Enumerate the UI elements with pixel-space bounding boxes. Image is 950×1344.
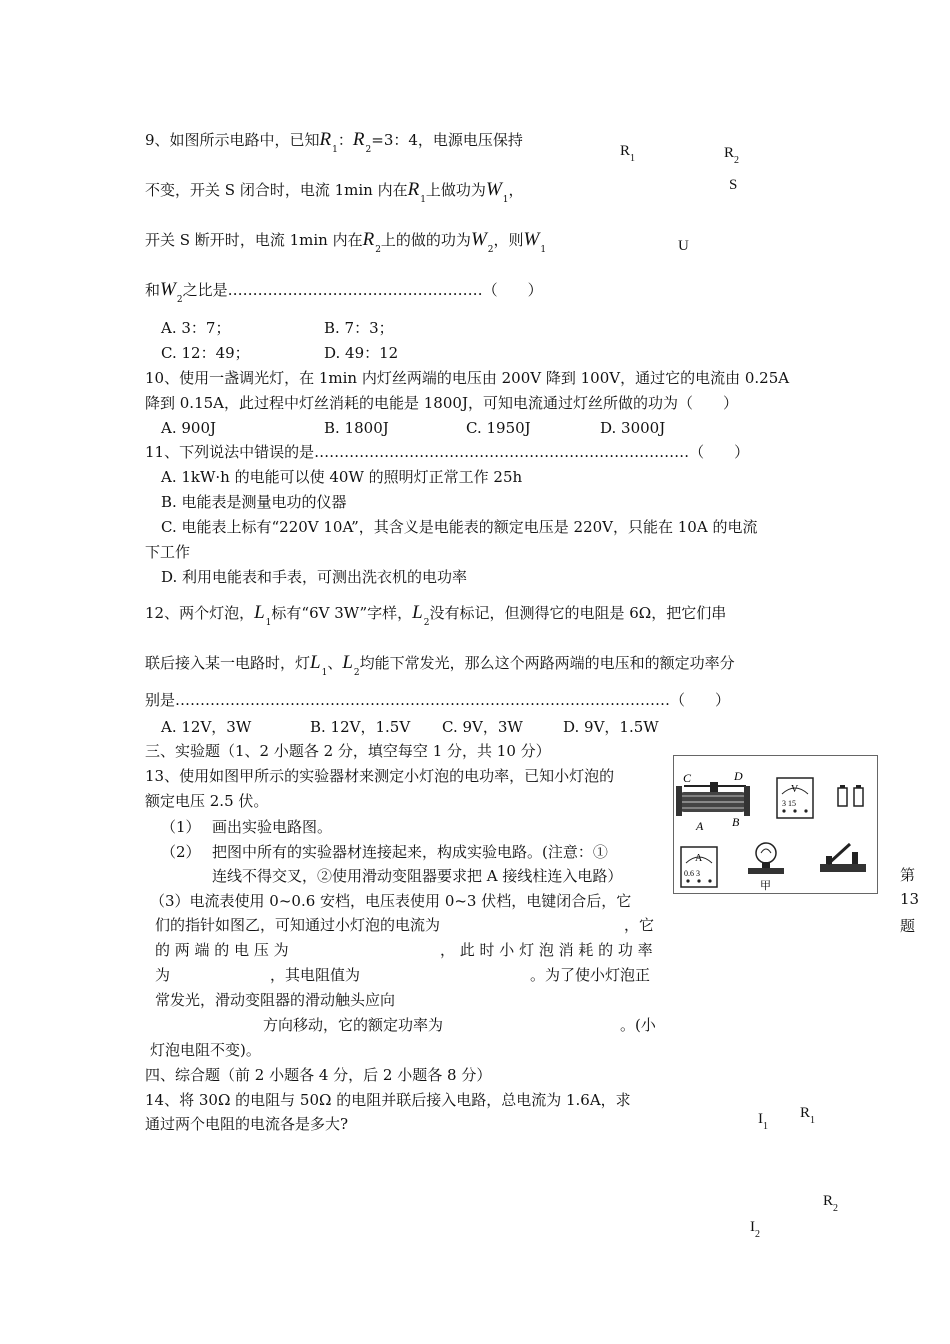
var-w2: W [470, 229, 487, 250]
q11-option-b: B. 电能表是测量电功的仪器 [161, 493, 347, 511]
q12-line3: 别是………………………………………………………………………………………（ ） [145, 691, 731, 709]
q13-part3-line4a: 为 [155, 966, 171, 984]
var-w1: W [485, 179, 502, 200]
switch-icon [820, 844, 866, 872]
sub-2: 2 [365, 145, 372, 155]
q14-figure-label-r1: $R_1$ [800, 1105, 816, 1126]
q13-figure [673, 755, 878, 894]
q9-figure-label-r2: $R_2$ [724, 145, 740, 166]
q10-option-d: D. 3000J [600, 419, 666, 437]
section-3-heading: 三、实验题（1、2 小题各 2 分，填空每空 1 分，共 10 分） [145, 742, 551, 760]
sub-2: 2 [353, 668, 360, 678]
sub-2: 2 [375, 245, 381, 255]
q12-text: 标有“6V 3W”字样， [271, 604, 413, 622]
q13-part3-line7: 灯泡电阻不变)。 [150, 1041, 261, 1059]
q13-part3-line2b: ，它 [624, 916, 655, 934]
q9-text: =3：4，电源电压保持 [371, 131, 523, 149]
q13-part2-line2: 连线不得交叉，②使用滑动变阻器要求把 A 接线柱连入电路） [212, 867, 623, 885]
figure-label-jia: 甲 [760, 879, 771, 892]
q11-option-d: D. 利用电能表和手表，可测出洗衣机的电功率 [161, 568, 468, 586]
q14-line2: 通过两个电阻的电流各是多大? [145, 1115, 349, 1133]
sub-1: 1 [265, 618, 272, 628]
sub-1: 1 [540, 245, 547, 255]
q12-text: 没有标记，但测得它的电阻是 6Ω，把它们串 [429, 604, 727, 622]
var-r1: R [319, 129, 332, 150]
q12-option-a: A. 12V，3W [161, 718, 252, 736]
q13-caption-2: 13 [900, 890, 920, 908]
q10-option-a: A. 900J [161, 419, 217, 437]
q9-text: 开关 S 断开时，电流 1min 内在 [145, 231, 363, 249]
q12-option-d: D. 9V，1.5W [563, 718, 659, 736]
section-4-heading: 四、综合题（前 2 小题各 4 分，后 2 小题各 8 分） [145, 1066, 492, 1084]
q13-part3-line3a: 的 两 端 的 电 压 为 [155, 941, 289, 959]
ammeter-scale: 0.6 3 [684, 869, 700, 878]
var-l2: L [412, 602, 423, 623]
q13-part1-num: （1） [161, 818, 201, 836]
sub-1: 1 [420, 195, 426, 205]
q14-figure-label-r2: $R_2$ [823, 1193, 839, 1214]
q9-figure-label-r1: $R_1$ [620, 143, 636, 164]
sub-2: 2 [176, 295, 183, 305]
var-r2: R [362, 229, 375, 250]
var-w2: W [160, 279, 176, 300]
q13-line2: 额定电压 2.5 伏。 [145, 792, 269, 810]
q9-text: ： [337, 131, 353, 149]
q13-part2-line1: 把图中所有的实验器材连接起来，构成实验电路。(注意：① [212, 843, 608, 861]
q9-line4 [145, 280, 543, 303]
rheostat-icon [676, 782, 750, 816]
ammeter-symbol: A [695, 853, 703, 864]
q9-text: 不变，开关 S 闭合时，电流 1min 内在 [145, 181, 408, 199]
q13-part3-line6b: 。(小 [620, 1016, 656, 1034]
var-l1: L [310, 652, 321, 673]
q14-figure-label-i2: $I_2$ [750, 1219, 760, 1240]
q12-text: 12、两个灯泡， [145, 604, 255, 622]
q12-text: 联后接入某一电路时，灯 [145, 654, 311, 672]
q9-figure-label-s: S [729, 177, 738, 193]
rheostat-label-c: C [683, 771, 692, 785]
q9-option-a: A. 3：7； [161, 319, 231, 337]
q13-line1: 13、使用如图甲所示的实验器材来测定小灯泡的电功率，已知小灯泡的 [145, 767, 615, 785]
q12-line1 [145, 603, 726, 626]
q10-option-b: B. 1800J [324, 419, 389, 437]
q9-text: 上做功为 [425, 181, 486, 199]
rheostat-label-a: A [696, 819, 704, 833]
sub-1: 1 [502, 195, 509, 205]
q9-option-d: D. 49：12 [324, 344, 399, 362]
q14-line1: 14、将 30Ω 的电阻与 50Ω 的电阻并联后接入电路，总电流为 1.6A，求 [145, 1091, 631, 1109]
q13-equipment-drawing [674, 756, 877, 893]
q13-caption-3: 题 [900, 917, 916, 935]
q13-part3-line5: 常发光，滑动变阻器的滑动触头应向 [155, 991, 396, 1009]
q13-part3-line2a: 们的指针如图乙，可知通过小灯泡的电流为 [155, 916, 441, 934]
var-w1: W [523, 229, 540, 250]
battery-icon [838, 785, 863, 806]
rheostat-label-d: D [734, 769, 743, 783]
q13-part2-num: （2） [161, 843, 201, 861]
q9-figure-label-u: U [678, 238, 689, 254]
q13-part3-line4c: 。为了使小灯泡正 [530, 966, 651, 984]
q9-line3 [145, 230, 546, 253]
q9-text: 上的做的功为 [380, 231, 471, 249]
q13-part3-line3b: ， 此 时 小 灯 泡 消 耗 的 功 率 [440, 941, 653, 959]
q11-line1: 11、下列说法中错误的是…………………………………………………………………（ ） [145, 443, 750, 461]
voltmeter-scale: 3 15 [782, 799, 796, 808]
q13-part3-line6a: 方向移动，它的额定功率为 [263, 1016, 444, 1034]
q10-line2: 降到 0.15A，此过程中灯丝消耗的电能是 1800J，可知电流通过灯丝所做的功为（ ） [145, 394, 738, 412]
q14-figure-label-i1: $I_1$ [758, 1111, 768, 1132]
q9-option-b: B. 7：3； [324, 319, 394, 337]
q12-option-b: B. 12V，1.5V [310, 718, 411, 736]
q12-line2 [145, 653, 735, 676]
q9-text: 和 [145, 281, 161, 299]
q10-option-c: C. 1950J [466, 419, 531, 437]
sub-1: 1 [332, 145, 338, 155]
q9-option-c: C. 12：49； [161, 344, 250, 362]
q11-option-a: A. 1kW·h 的电能可以使 40W 的照明灯正常工作 25h [161, 468, 523, 486]
q11-option-c: C. 电能表上标有“220V 10A”，其含义是电能表的额定电压是 220V，只能在 10A 的电流 [161, 518, 758, 536]
q9-text: ，则 [493, 231, 524, 249]
var-r2: R [352, 129, 365, 150]
q12-text: 均能下常发光，那么这个两路两端的电压和的额定功率分 [359, 654, 735, 672]
q12-option-c: C. 9V，3W [442, 718, 523, 736]
q13-part3-line4b: ，其电阻值为 [270, 966, 361, 984]
q11-option-c-cont: 下工作 [145, 543, 191, 561]
q9-line2 [145, 180, 524, 203]
q13-caption-1: 第 [900, 866, 916, 884]
sub-2: 2 [423, 618, 430, 628]
q12-text: 、 [327, 654, 343, 672]
q9-text: 9、如图所示电路中，已知 [145, 131, 320, 149]
q9-text: ， [508, 181, 524, 199]
q13-part1: 画出实验电路图。 [212, 818, 333, 836]
var-l1: L [254, 602, 265, 623]
sub-2: 2 [487, 245, 494, 255]
q10-line1: 10、使用一盏调光灯，在 1min 内灯丝两端的电压由 200V 降到 100V，通过它的电流由 0.25A [145, 369, 790, 387]
q9-line1 [145, 130, 523, 153]
lamp-icon [748, 843, 784, 874]
q13-part3-line1: （3）电流表使用 0~0.6 安档，电压表使用 0~3 伏档，电键闭合后，它 [150, 892, 632, 910]
sub-1: 1 [321, 668, 328, 678]
rheostat-label-b: B [732, 815, 740, 829]
var-l2: L [342, 652, 353, 673]
voltmeter-symbol: V [791, 784, 799, 795]
q9-text: 之比是……………………………………………（ ） [182, 281, 543, 299]
var-r1: R [407, 179, 420, 200]
